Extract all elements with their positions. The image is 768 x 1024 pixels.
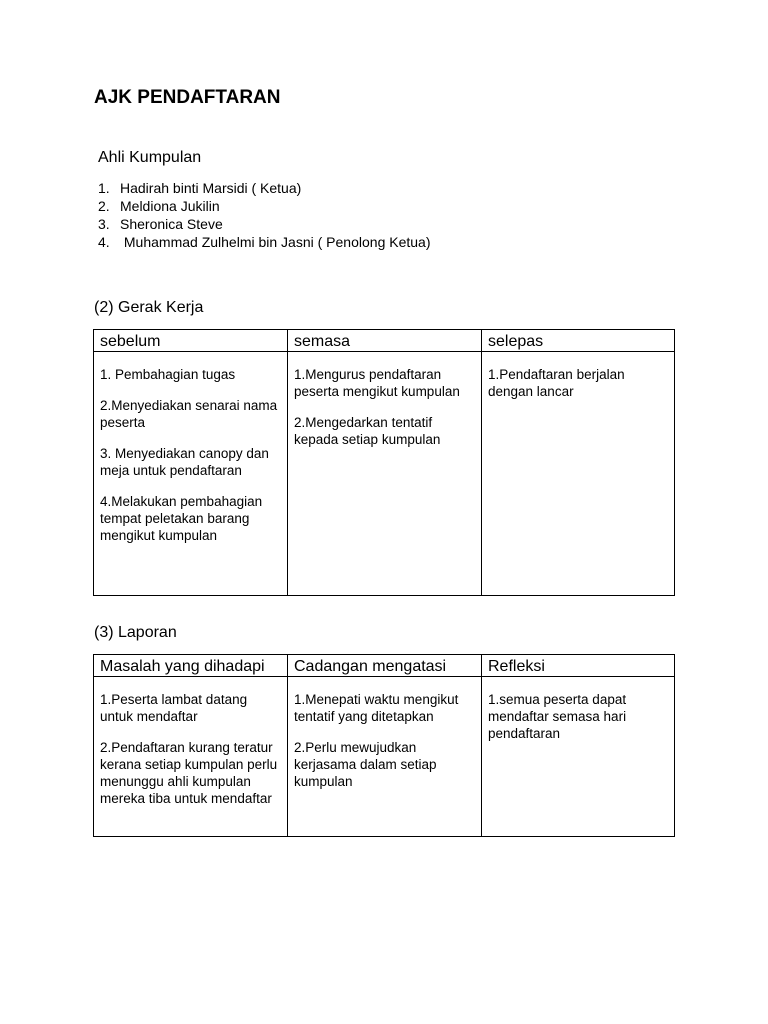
column-header-selepas: selepas — [482, 330, 675, 352]
column-header-masalah: Masalah yang dihadapi — [94, 655, 288, 677]
list-item — [98, 215, 431, 233]
cell-paragraph: 1. Pembahagian tugas — [100, 367, 236, 382]
table-cell-sebelum — [94, 352, 288, 596]
cell-paragraph: 2.Mengedarkan tentatif kepada setiap kumpulan — [294, 415, 441, 447]
column-header-refleksi: Refleksi — [482, 655, 675, 677]
list-number: 2. — [98, 198, 110, 214]
cell-paragraph: 1.Menepati waktu mengikut tentatif yang ditetapkan — [294, 692, 459, 724]
laporan-heading: (3) Laporan — [94, 624, 177, 641]
cell-paragraph: 1.semua peserta dapat mendaftar semasa hari pendaftaran — [488, 692, 627, 741]
table-cell-semasa — [288, 352, 482, 596]
cell-paragraph: 2.Perlu mewujudkan kerjasama dalam setiap kumpulan — [294, 740, 437, 789]
list-item — [98, 197, 431, 215]
laporan-table — [93, 654, 675, 837]
list-item — [98, 179, 431, 197]
table-cell-refleksi — [482, 677, 675, 837]
column-header-cadangan: Cadangan mengatasi — [288, 655, 482, 677]
member-name: Sheronica Steve — [120, 216, 223, 232]
cell-paragraph: 3. Menyediakan canopy dan meja untuk pendaftaran — [100, 446, 269, 478]
cell-paragraph: 1.Pendaftaran berjalan dengan lancar — [488, 367, 625, 399]
member-name: Meldiona Jukilin — [120, 198, 220, 214]
members-heading: Ahli Kumpulan — [98, 149, 202, 166]
column-header-semasa: semasa — [288, 330, 482, 352]
member-name: Hadirah binti Marsidi ( Ketua) — [120, 180, 302, 196]
table-cell-cadangan — [288, 677, 482, 837]
column-header-sebelum: sebelum — [94, 330, 288, 352]
list-item — [98, 233, 431, 251]
gerak-kerja-heading: (2) Gerak Kerja — [94, 299, 204, 316]
table-cell-masalah — [94, 677, 288, 837]
gerak-kerja-table — [93, 329, 675, 596]
table-header-row — [94, 330, 675, 352]
list-number: 1. — [98, 180, 110, 196]
page-title: AJK PENDAFTARAN — [94, 87, 281, 108]
members-list — [98, 179, 431, 251]
member-name: Muhammad Zulhelmi bin Jasni ( Penolong Ketua) — [120, 234, 431, 250]
cell-paragraph: 4.Melakukan pembahagian tempat peletakan barang mengikut kumpulan — [100, 494, 263, 543]
table-cell-selepas — [482, 352, 675, 596]
table-row — [94, 677, 675, 837]
cell-paragraph: 2.Pendaftaran kurang teratur kerana setiap kumpulan perlu menunggu ahli kumpulan mereka tiba untuk mendaftar — [100, 740, 278, 806]
cell-paragraph: 2.Menyediakan senarai nama peserta — [100, 398, 278, 430]
cell-paragraph: 1.Peserta lambat datang untuk mendaftar — [100, 692, 248, 724]
cell-paragraph: 1.Mengurus pendaftaran peserta mengikut kumpulan — [294, 367, 460, 399]
table-header-row — [94, 655, 675, 677]
list-number: 4. — [98, 234, 110, 250]
list-number: 3. — [98, 216, 110, 232]
table-row — [94, 352, 675, 596]
